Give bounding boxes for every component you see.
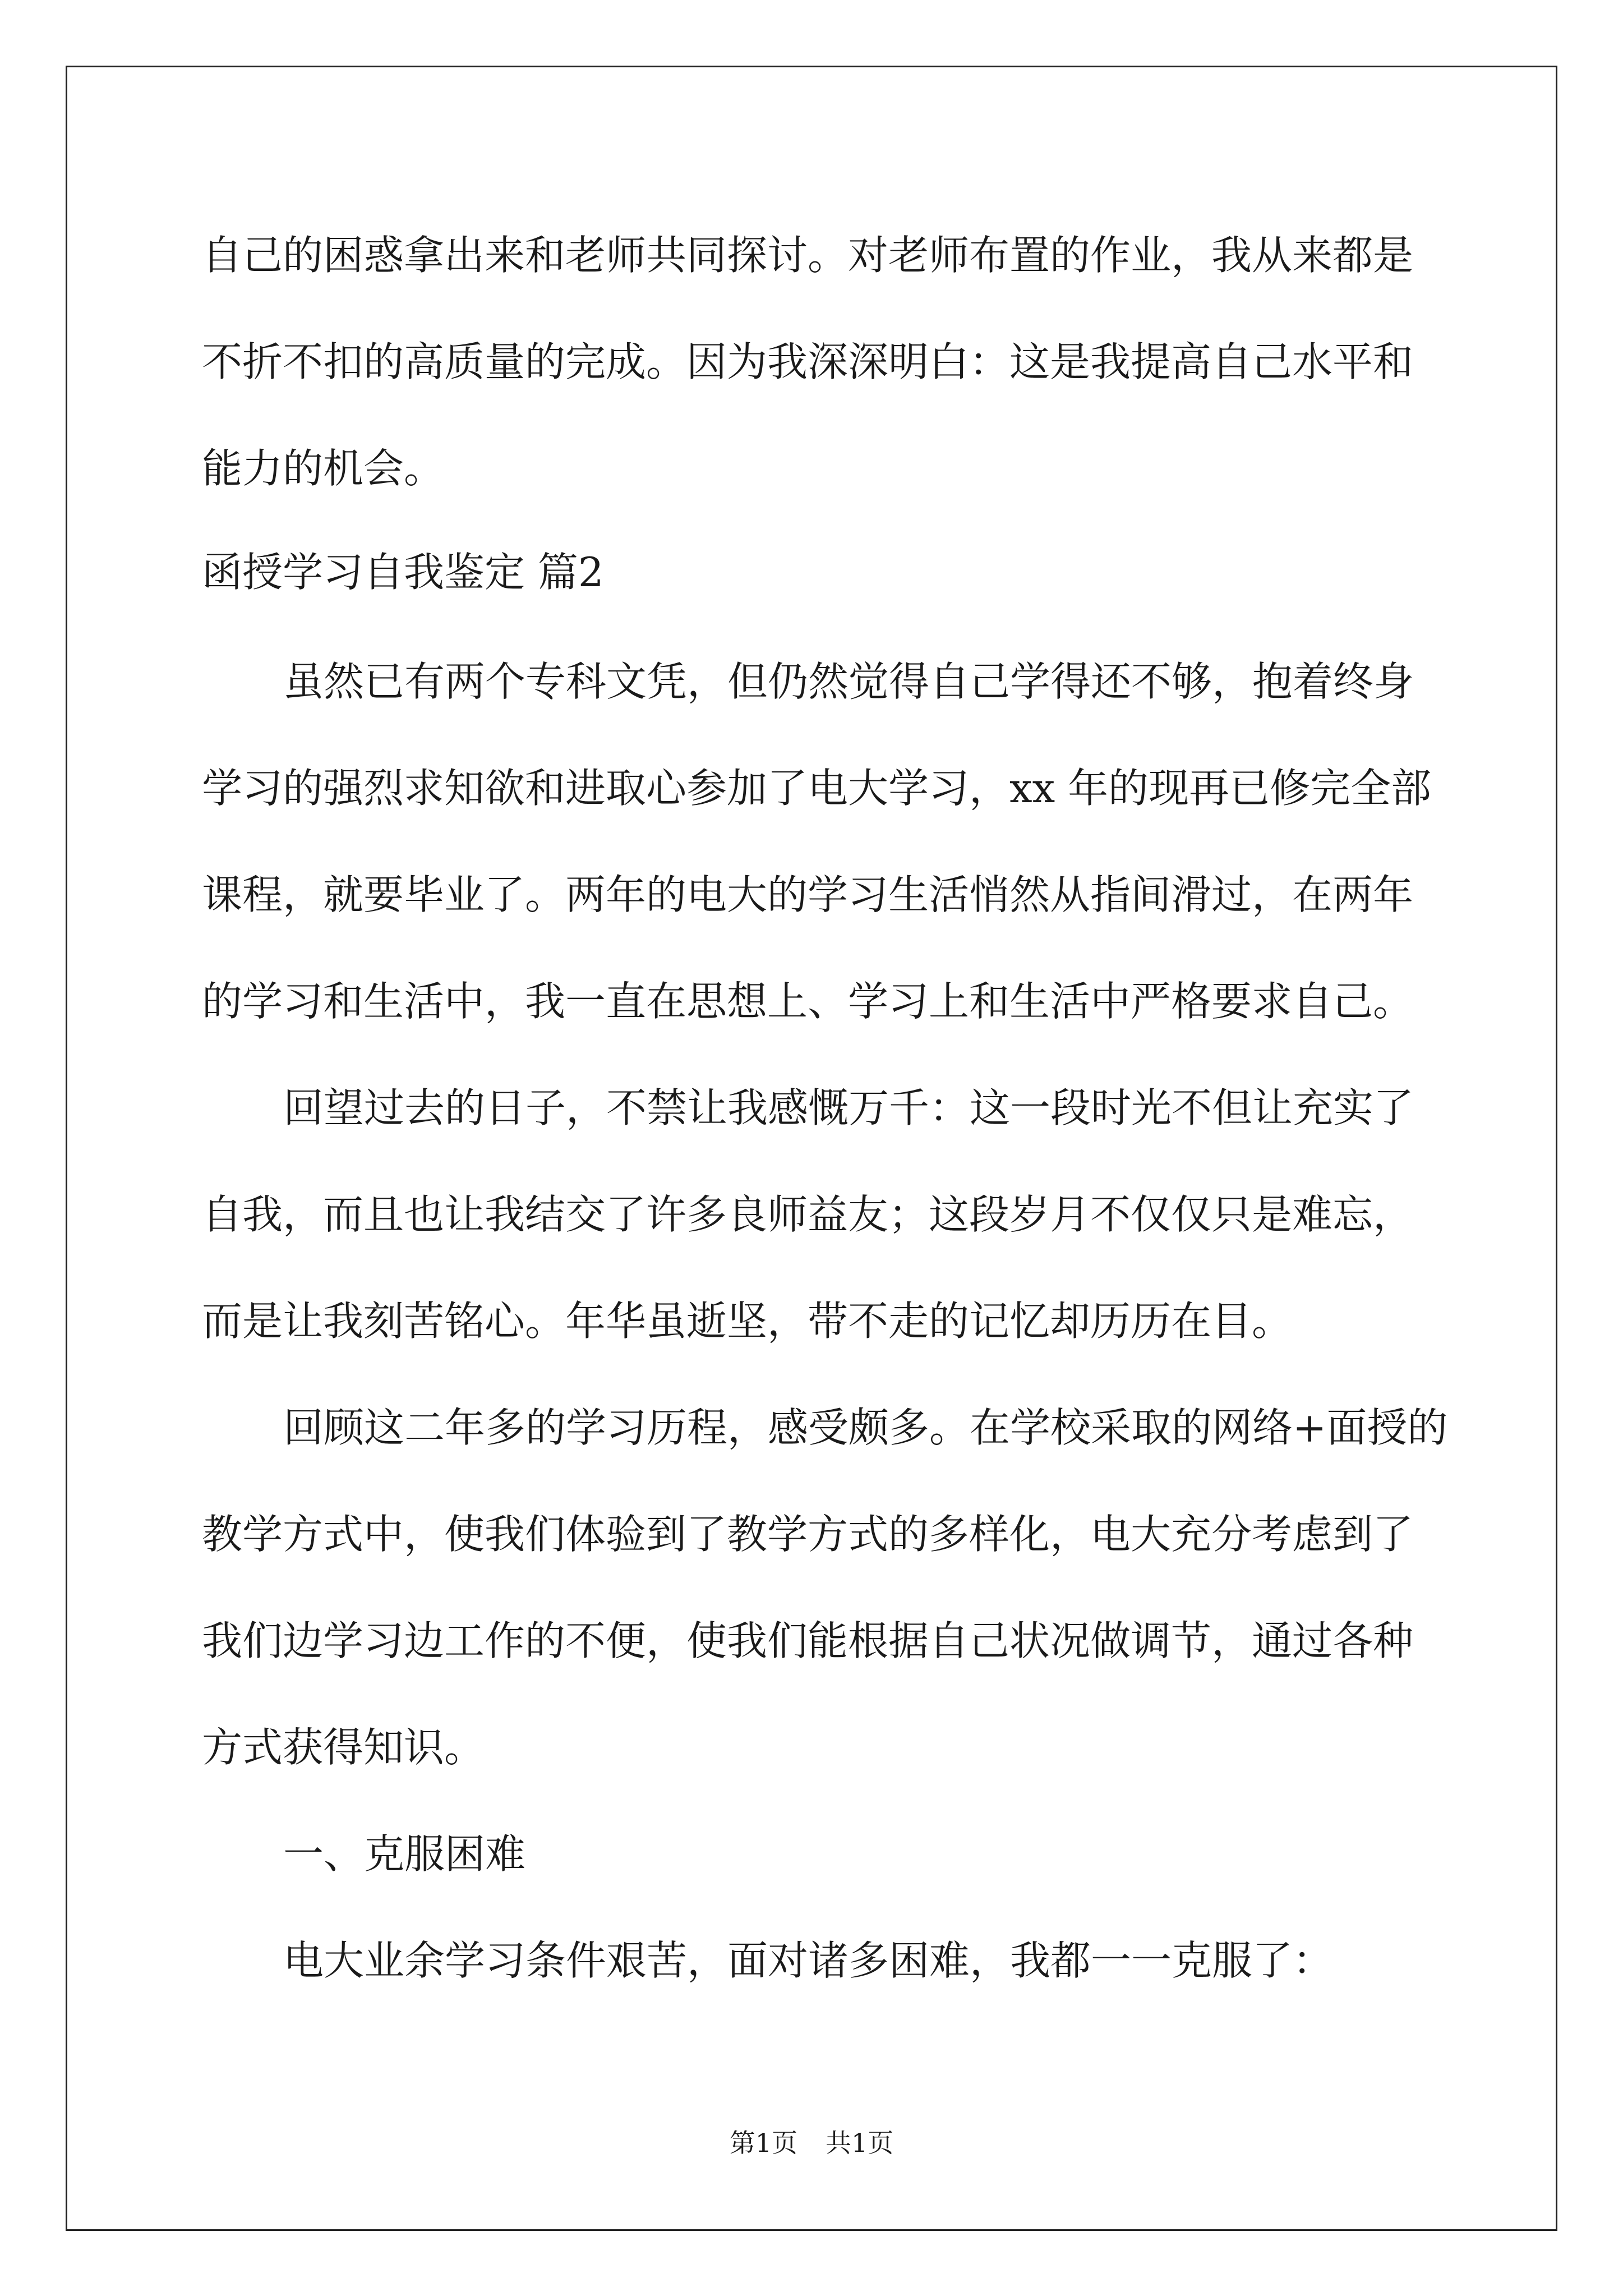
body-text-line: 而是让我刻苦铭心。年华虽逝坚，带不走的记忆却历历在目。 (202, 1297, 1293, 1345)
paragraph-first-line: 回顾这二年多的学习历程，感受颇多。在学校采取的网络+面授的 (283, 1404, 1448, 1451)
body-text-line: 自己的困惑拿出来和老师共同探讨。对老师布置的作业，我从来都是 (202, 232, 1414, 279)
body-text-line: 能力的机会。 (202, 445, 445, 492)
body-text-line: 不折不扣的高质量的完成。因为我深深明白：这是我提高自己水平和 (202, 338, 1414, 385)
body-text-line: 课程，就要毕业了。两年的电大的学习生活悄然从指间滑过，在两年 (202, 871, 1414, 918)
body-text-line: 的学习和生活中，我一直在思想上、学习上和生活中严格要求自己。 (202, 978, 1414, 1025)
body-text-line: 自我，而且也让我结交了许多良师益友；这段岁月不仅仅只是难忘， (202, 1191, 1414, 1238)
page-number: 第1页 (729, 2128, 797, 2158)
section-heading: 函授学习自我鉴定 篇2 (202, 549, 604, 596)
paragraph-first-line: 电大业余学习条件艰苦，面对诸多困难，我都一一克服了： (283, 1937, 1334, 1984)
body-text-line: 学习的强烈求知欲和进取心参加了电大学习，xx 年的现再已修完全部 (202, 765, 1432, 812)
page-total: 共1页 (826, 2128, 894, 2158)
page-footer (0, 2126, 1623, 2160)
body-text-line: 方式获得知识。 (202, 1724, 485, 1771)
body-text-line: 我们边学习边工作的不便，使我们能根据自己状况做调节，通过各种 (202, 1617, 1414, 1664)
body-text-line: 教学方式中，使我们体验到了教学方式的多样化，电大充分考虑到了 (202, 1511, 1414, 1558)
paragraph-first-line: 虽然已有两个专科文凭，但仍然觉得自己学得还不够，抱着终身 (283, 658, 1414, 705)
page-border (66, 66, 1557, 2231)
subsection-heading: 一、克服困难 (283, 1830, 526, 1878)
paragraph-first-line: 回望过去的日子，不禁让我感慨万千：这一段时光不但让充实了 (283, 1084, 1414, 1131)
